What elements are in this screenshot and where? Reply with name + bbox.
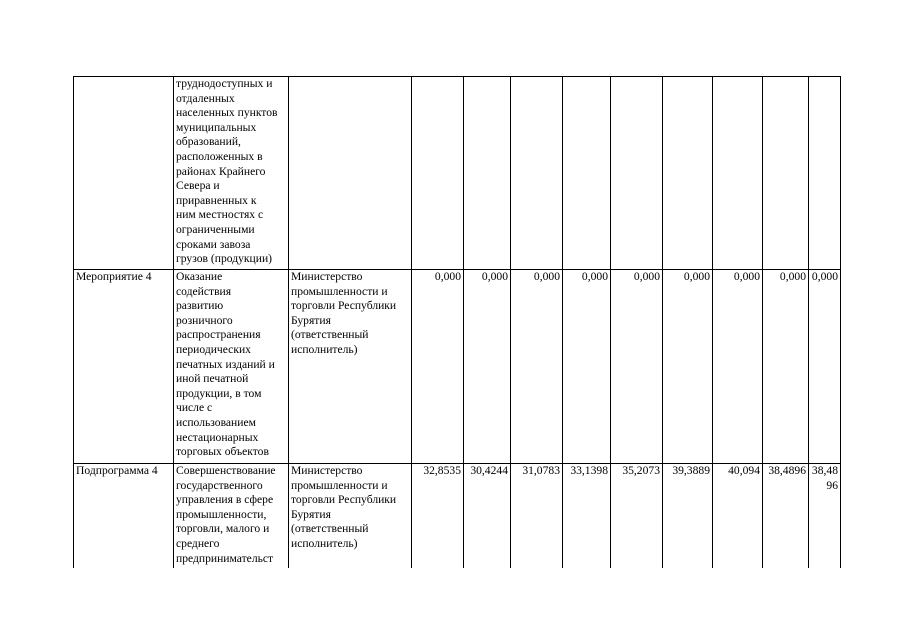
value-cell: 33,1398 <box>563 464 611 568</box>
table-row <box>74 77 841 270</box>
row-name-cell: Оказание содействия развитию розничного распространения периодических печатных изданий и иной печатной продукции, в том числе с использованием нестационарных торговых объектов <box>174 270 289 464</box>
value-cell: 0,000 <box>663 270 713 464</box>
value-cell: 40,094 <box>713 464 763 568</box>
value-cell: 0,000 <box>464 270 511 464</box>
value-cell <box>611 77 663 270</box>
value-cell <box>809 77 841 270</box>
budget-table <box>73 76 841 568</box>
value-cell: 0,000 <box>713 270 763 464</box>
value-cell <box>412 77 464 270</box>
row-executor-cell: Министерство промышленности и торговли Республики Бурятия (ответственный исполнитель) <box>289 464 412 568</box>
value-cell: 0,000 <box>763 270 809 464</box>
value-cell <box>713 77 763 270</box>
value-cell: 30,4244 <box>464 464 511 568</box>
table-row <box>74 270 841 464</box>
value-cell: 35,2073 <box>611 464 663 568</box>
value-cell <box>563 77 611 270</box>
value-cell <box>464 77 511 270</box>
row-type-cell: Мероприятие 4 <box>74 270 174 464</box>
row-type-cell <box>74 77 174 270</box>
value-cell: 0,000 <box>412 270 464 464</box>
value-cell <box>511 77 563 270</box>
value-cell: 38,48 96 <box>809 464 841 568</box>
table-row <box>74 464 841 568</box>
value-cell: 0,000 <box>563 270 611 464</box>
row-executor-cell <box>289 77 412 270</box>
row-name-cell: труднодоступных и отдаленных населенных пунктов муниципальных образований, расположенных в районах Крайнего Севера и приравненных к ним местностях с ограниченными сроками завоза грузов (продукции) <box>174 77 289 270</box>
value-cell: 39,3889 <box>663 464 713 568</box>
value-cell: 32,8535 <box>412 464 464 568</box>
row-executor-cell: Министерство промышленности и торговли Республики Бурятия (ответственный исполнитель) <box>289 270 412 464</box>
value-cell: 38,4896 <box>763 464 809 568</box>
value-cell: 0,000 <box>511 270 563 464</box>
value-cell <box>763 77 809 270</box>
value-cell: 0,000 <box>611 270 663 464</box>
value-cell <box>663 77 713 270</box>
row-name-cell: Совершенствование государственного управления в сфере промышленности, торговли, малого и среднего предпринимательст <box>174 464 289 568</box>
value-cell: 31,0783 <box>511 464 563 568</box>
value-cell: 0,000 <box>809 270 841 464</box>
row-type-cell: Подпрограмма 4 <box>74 464 174 568</box>
